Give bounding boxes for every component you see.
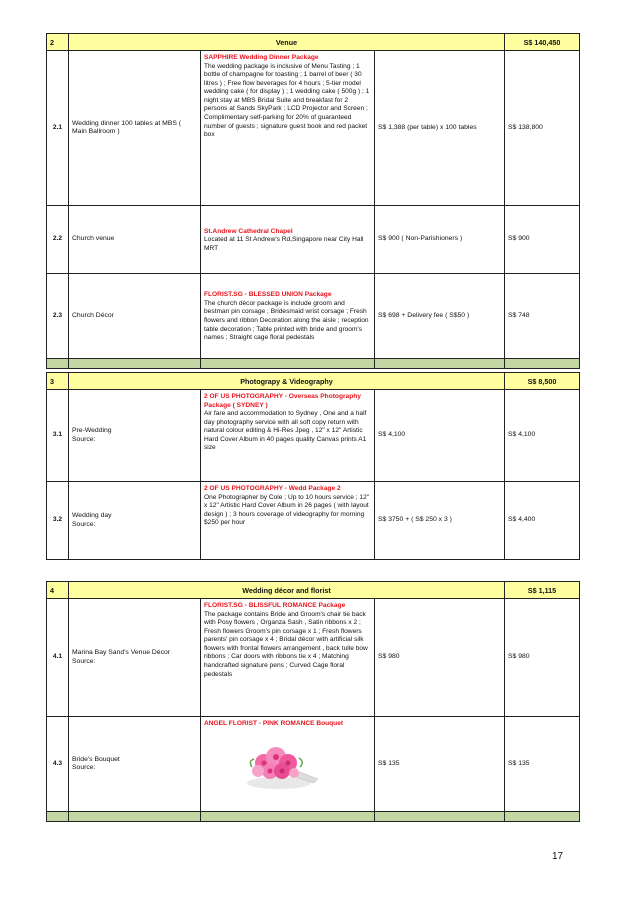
package-title: St.Andrew Cathedral Chapel: [204, 227, 293, 235]
section-venue-table: [46, 33, 580, 369]
package-details: The package contains Bride and Groom's chair tie back with Posy flowers , Organza Sash , Satin ribbons x 2 ; Fresh flowers Groom's pin corsage x 1 ; Fresh flowers parents' pin corsage x 4 ; Bridal décor with artificial silk flowers with frontal flowers arrangement , back tulle bow ribbons ; Car doors with ribbons tie x 4 ; Matching handcrafted signature pens ; Curved Cage floral pedestals: [204, 610, 368, 678]
package-details: The wedding package is inclusive of Menu Tasting ; 1 bottle of champagne for toasting ; 1 barrel of beer ( 30 litres ) ; Free flow beverages for 4 hours ; 5-tier model wedding cake ( for display ) ; 1 wedding cake ( 500g ) ; 1 night stay at MBS Bridal Suite and breakfast for 2 persons at Sands SkyPark ; LCD Projector and Screen ; Complimentary self-parking for 20% of guaranteed number of guests ; signature guest book and red packet box: [204, 62, 370, 139]
table-row: [47, 274, 580, 359]
item-index: 2.1: [47, 51, 69, 206]
page-number: 17: [552, 851, 564, 862]
item-amount: S$ 4,400: [505, 482, 580, 560]
section-title: Wedding décor and florist: [69, 582, 505, 599]
item-name-cell: [69, 482, 201, 560]
bouquet-image: [234, 733, 324, 793]
item-description: [201, 51, 375, 206]
item-name: Wedding dinner 100 tables at MBS ( Main Ballroom ): [69, 51, 201, 206]
section-number: 4: [47, 582, 69, 599]
section-title: Photograpy & Videography: [69, 373, 505, 390]
item-index: 4.1: [47, 599, 69, 717]
package-title: FLORIST.SG - BLESSED UNION Package: [204, 291, 332, 299]
package-title: 2 OF US PHOTOGRAPHY - Overseas Photography Package ( SYDNEY ): [204, 393, 361, 409]
item-price: S$ 135: [375, 717, 505, 812]
item-name: Church venue: [69, 206, 201, 274]
separator-row: [47, 812, 580, 822]
table-row: [47, 206, 580, 274]
separator-row: [47, 359, 580, 369]
section-photography-table: [46, 372, 580, 560]
section-header: [47, 582, 580, 599]
item-description: [201, 599, 375, 717]
package-details: Located at 11 St Andrew's Rd,Singapore near City Hall MRT: [204, 236, 364, 252]
section-number: 2: [47, 34, 69, 51]
section-header: [47, 373, 580, 390]
section-header: [47, 34, 580, 51]
item-price: S$ 3750 + ( S$ 250 x 3 ): [375, 482, 505, 560]
item-description: [201, 390, 375, 482]
item-amount: S$ 900: [505, 206, 580, 274]
item-name: Church Décor: [69, 274, 201, 359]
package-details: Air fare and accommodation to Sydney , One and a half day photography service with all soft copy return with natural colour editing & Hi-Res Jpeg , 12" x 12" Artistic Hard Cover Album in 40 pages quality Canvas prints A1 size: [204, 410, 367, 452]
section-number: 3: [47, 373, 69, 390]
table-row: [47, 51, 580, 206]
item-price: S$ 698 + Delivery fee ( S$50 ): [375, 274, 505, 359]
item-amount: S$ 748: [505, 274, 580, 359]
item-amount: S$ 138,800: [505, 51, 580, 206]
item-name-cell: [69, 599, 201, 717]
item-price: S$ 900 ( Non-Parishioners ): [375, 206, 505, 274]
package-title: SAPPHIRE Wedding Dinner Package: [204, 54, 319, 61]
item-description: [201, 482, 375, 560]
item-source: Source:: [72, 435, 96, 443]
item-price: S$ 1,388 (per table) x 100 tables: [375, 51, 505, 206]
item-name-cell: [69, 390, 201, 482]
item-index: 4.3: [47, 717, 69, 812]
item-index: 2.2: [47, 206, 69, 274]
item-source: Source:: [72, 764, 96, 771]
package-title: 2 OF US PHOTOGRAPHY - Wedd Package 2: [204, 485, 341, 492]
item-description: [201, 717, 375, 812]
section-total: S$ 8,500: [505, 373, 580, 390]
item-index: 3.2: [47, 482, 69, 560]
item-name: Marina Bay Sand's Venue Décor: [72, 649, 171, 657]
item-source: Source:: [72, 520, 96, 528]
item-index: 3.1: [47, 390, 69, 482]
item-name-cell: [69, 717, 201, 812]
table-row: [47, 390, 580, 482]
package-details: The church décor package is include groom and bestman pin corsage ; Bridesmaid wrist corsage ; Fresh flowers and ribbon Decoration along the aisle ; reception table decoration ; Table printed with bride and groom's names ; Straight cage floral pedestals: [204, 299, 369, 342]
package-title: ANGEL FLORIST - PINK ROMANCE Bouquet: [204, 720, 344, 727]
item-price: S$ 980: [375, 599, 505, 717]
item-description: [201, 274, 375, 359]
item-name: Bride's Bouquet: [72, 755, 120, 763]
item-name: Wedding day: [72, 512, 112, 520]
item-amount: S$ 980: [505, 599, 580, 717]
item-amount: S$ 4,100: [505, 390, 580, 482]
item-source: Source:: [72, 657, 96, 665]
item-name: Pre-Wedding: [72, 427, 112, 435]
item-price: S$ 4,100: [375, 390, 505, 482]
section-title: Venue: [69, 34, 505, 51]
table-row: [47, 717, 580, 812]
package-details: One Photographer by Cole ; Up to 10 hours service ; 12" x 12" Artistic Hard Cover Album in 26 pages ( with layout design ) ; 3 hours coverage of videography for morning $250 per hour: [204, 493, 370, 527]
section-decor-table: [46, 581, 580, 822]
section-total: S$ 1,115: [505, 582, 580, 599]
item-description: [201, 206, 375, 274]
table-row: [47, 599, 580, 717]
item-amount: S$ 135: [505, 717, 580, 812]
package-title: FLORIST.SG - BLISSFUL ROMANCE Package: [204, 602, 346, 609]
item-index: 2.3: [47, 274, 69, 359]
section-total: S$ 140,450: [505, 34, 580, 51]
table-row: [47, 482, 580, 560]
